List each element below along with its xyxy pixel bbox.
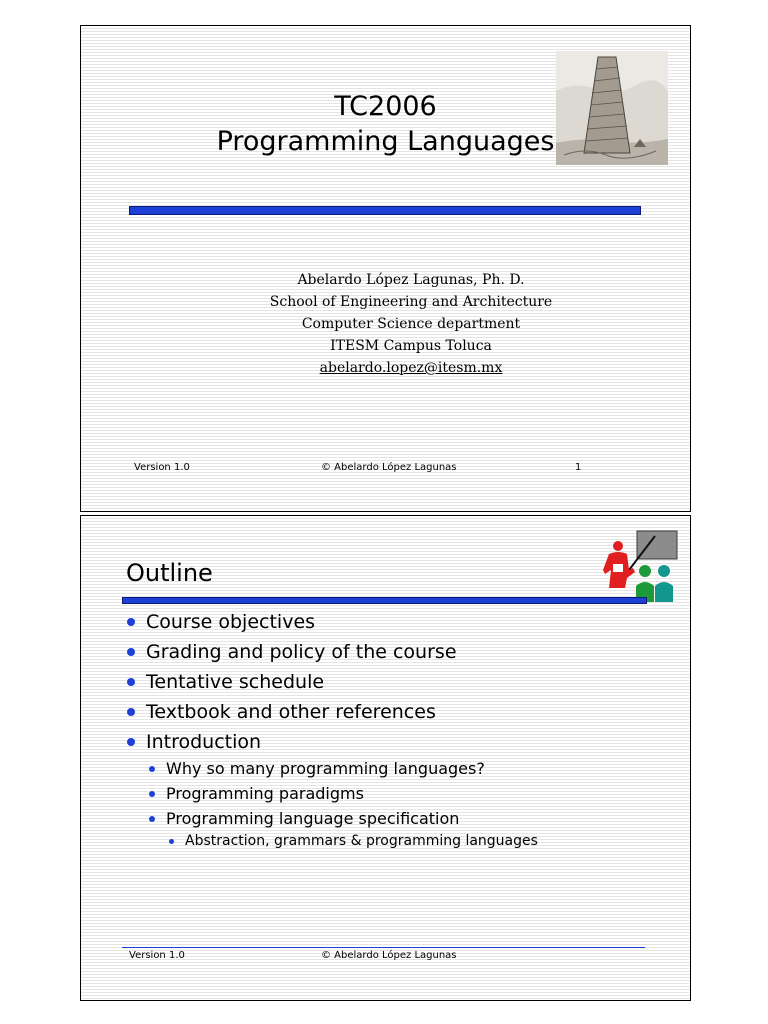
title-divider-bar [129,206,641,215]
title-divider-bar [122,597,647,604]
slide-2 [80,515,691,1001]
footer-copyright: © Abelardo López Lagunas [321,462,457,473]
bullet-dot-icon [149,816,155,822]
outline-item-schedule: Tentative schedule [146,671,325,693]
campus-name: ITESM Campus Toluca [330,338,492,354]
bullet-dot-icon [149,791,155,797]
bullet-dot-icon [127,738,135,746]
school-name: School of Engineering and Architecture [269,294,553,310]
tower-of-babel-image [556,51,668,165]
bullet-dot-icon [169,839,174,844]
sub-item-specification: Programming language specification [166,809,460,828]
email-line [211,357,611,379]
outline-item-grading: Grading and policy of the course [146,641,457,663]
teacher-presentation-icon [599,530,679,602]
footer-version: Version 1.0 [129,950,185,961]
outline-item-textbook: Textbook and other references [146,701,436,723]
footer-copyright: © Abelardo López Lagunas [321,950,457,961]
outline-item-introduction: Introduction [146,731,262,753]
footer-divider-line [122,947,645,948]
bullet-dot-icon [127,678,135,686]
email-link[interactable]: abelardo.lopez@itesm.mx [319,360,503,376]
outline-item-course-objectives: Course objectives [146,611,316,633]
bullet-dot-icon [127,648,135,656]
footer-version: Version 1.0 [134,462,190,473]
bullet-dot-icon [127,618,135,626]
slide-title-line-2: Programming Languages [216,126,555,157]
sub-item-why-many-languages: Why so many programming languages? [166,759,485,778]
slide-1 [80,25,691,512]
sub-item-paradigms: Programming paradigms [166,784,364,803]
footer-page-number: 1 [575,462,582,473]
sub-sub-item-abstraction: Abstraction, grammars & programming languages [185,833,538,849]
slide-title: Outline [126,559,213,587]
author-name: Abelardo López Lagunas, Ph. D. [297,272,525,288]
slide-title-line-1: TC2006 [334,91,437,122]
department-name: Computer Science department [301,316,521,332]
bullet-dot-icon [127,708,135,716]
bullet-dot-icon [149,766,155,772]
